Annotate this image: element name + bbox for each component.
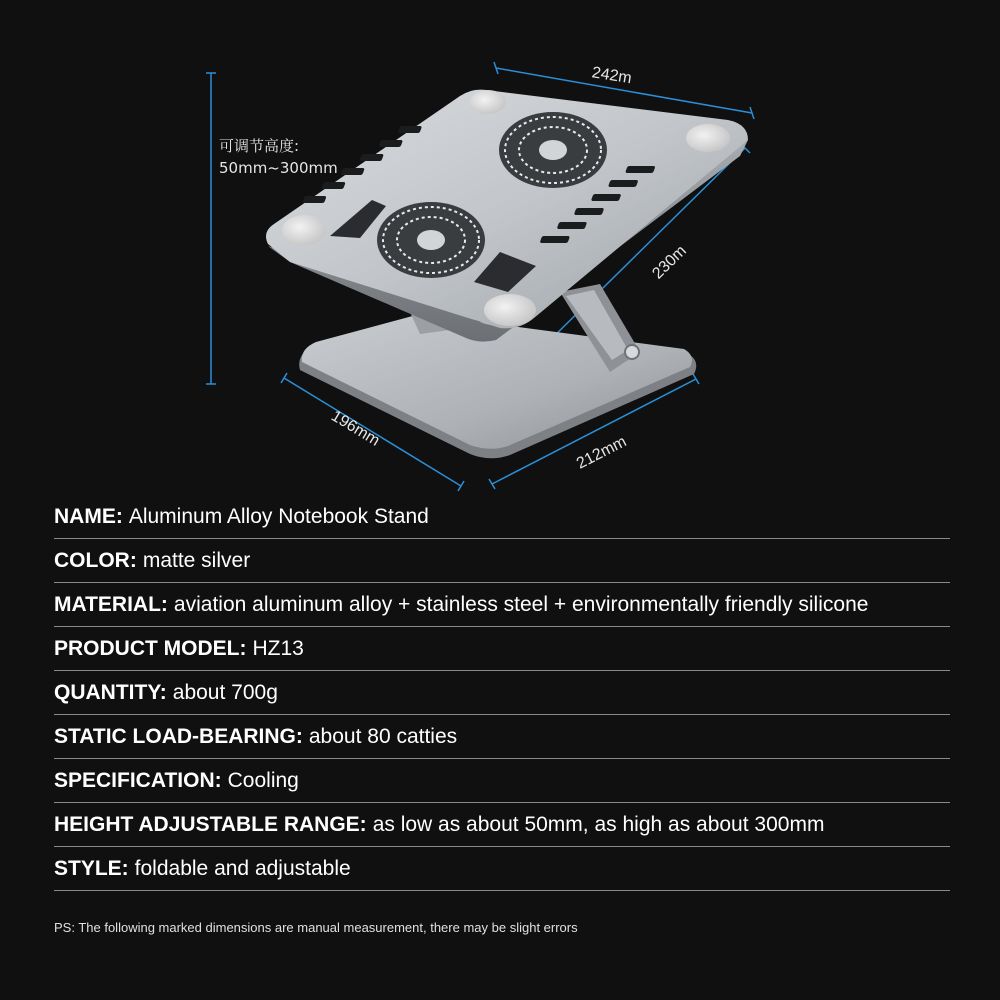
spec-value: foldable and adjustable — [134, 857, 351, 880]
spec-key: COLOR: — [54, 549, 137, 572]
spec-row-style — [54, 848, 950, 891]
spec-row-specification — [54, 760, 950, 803]
spec-key: HEIGHT ADJUSTABLE RANGE: — [54, 813, 367, 836]
spec-key: STATIC LOAD-BEARING: — [54, 725, 303, 748]
spec-row-load-bearing — [54, 716, 950, 759]
adjustable-height-title: 可调节高度: — [219, 137, 300, 155]
dimension-base-left: 196mm — [328, 407, 383, 450]
spec-value: Aluminum Alloy Notebook Stand — [128, 505, 429, 528]
dimension-base-right: 212mm — [574, 433, 630, 473]
spec-row-color — [54, 540, 950, 583]
spec-key: NAME: — [54, 505, 123, 528]
cooling-fan-icon — [377, 202, 485, 278]
spec-value: matte silver — [142, 549, 251, 572]
spec-list — [54, 496, 950, 891]
spec-key: STYLE: — [54, 857, 129, 880]
spec-row-name — [54, 496, 950, 539]
spec-key: QUANTITY: — [54, 681, 167, 704]
adjustable-height-range: 50mm~300mm — [219, 159, 338, 177]
spec-key: SPECIFICATION: — [54, 769, 222, 792]
cooling-fan-icon — [499, 112, 607, 188]
spec-value: HZ13 — [252, 637, 304, 660]
dimension-width-top: 242m — [590, 64, 633, 88]
dimension-depth-right: 230m — [649, 242, 690, 283]
spec-value: as low as about 50mm, as high as about 300mm — [372, 813, 825, 836]
spec-row-height-range — [54, 804, 950, 847]
spec-value: about 80 catties — [308, 725, 458, 748]
spec-key: PRODUCT MODEL: — [54, 637, 247, 660]
spec-row-material — [54, 584, 950, 627]
laptop-tray — [266, 90, 748, 329]
spec-row-quantity — [54, 672, 950, 715]
spec-row-model — [54, 628, 950, 671]
measurement-footnote: PS: The following marked dimensions are manual measurement, there may be slight errors — [54, 920, 578, 935]
spec-value: about 700g — [172, 681, 278, 704]
spec-key: MATERIAL: — [54, 593, 168, 616]
spec-value: Cooling — [227, 769, 299, 792]
spec-value: aviation aluminum alloy + stainless steel + environmentally friendly silicone — [173, 593, 869, 616]
